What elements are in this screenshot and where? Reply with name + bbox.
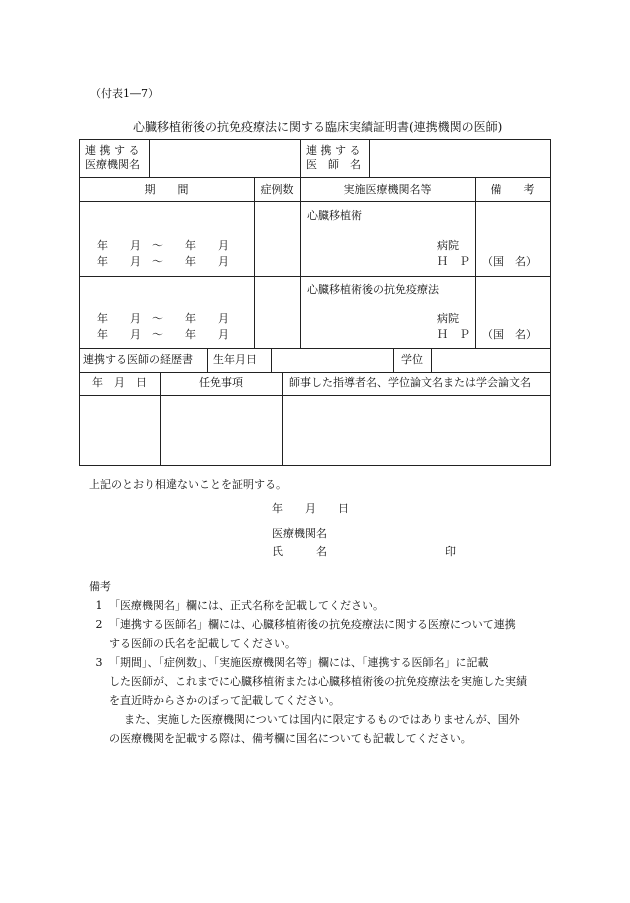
institution-label-line2: 医療機関名 (85, 158, 140, 171)
country-label: （国 名） (482, 328, 537, 341)
birth-date-field[interactable] (272, 349, 392, 371)
note-number: 2 (95, 618, 103, 631)
certificate-form (79, 139, 551, 466)
mentor-header: 師事した指導者名、学位論文名または学会論文名 (289, 376, 531, 389)
hospital-label: 病院 (437, 312, 459, 325)
cases-header: 症例数 (260, 183, 294, 196)
remarks-header: 備 考 (490, 183, 535, 196)
note-line: 「連携する医師名」欄には、心臓移植術後の抗免疫療法に関する医療について連携 (109, 618, 516, 631)
doctor-name-field[interactable] (371, 140, 549, 176)
institution-label (85, 144, 140, 172)
cases-field[interactable] (255, 202, 299, 275)
certification-date: 年 月 日 (272, 502, 349, 515)
certifier-name-label: 氏 名 (272, 545, 327, 558)
note-line: 「期間」、「症例数」、「実施医療機関名等」欄には、「連携する医師名」に記載 (109, 656, 489, 669)
seal-mark: 印 (445, 545, 456, 558)
note-item (89, 596, 559, 615)
institution-label-line1: 連 携 す る (85, 144, 140, 157)
doctor-label (306, 144, 361, 172)
note-line: した医師が、これまでに心臓移植術または心臓移植術後の抗免疫療法を実施した実績 (109, 675, 527, 688)
note-item (89, 653, 559, 710)
period-line-2: 年 月 〜 年 月 (97, 255, 229, 268)
degree-label: 学位 (401, 353, 423, 366)
institution-name-field[interactable] (151, 140, 299, 176)
cases-field[interactable] (255, 277, 299, 347)
period-line-1: 年 月 〜 年 月 (97, 312, 229, 325)
doctor-label-line2: 医 師 名 (306, 158, 361, 171)
note-line: する医師の氏名を記載してください。 (109, 637, 296, 650)
hp-label: Ｈ Ｐ (437, 328, 470, 341)
period-header: 期 間 (144, 183, 189, 196)
birth-date-label: 生年月日 (213, 353, 257, 366)
country-label: （国 名） (482, 255, 537, 268)
certification-statement: 上記のとおり相違ないことを証明する。 (89, 478, 287, 491)
history-date-header: 年 月 日 (92, 376, 147, 389)
document-title: 心臓移植術後の抗免疫療法に関する臨床実績証明書(連携機関の医師) (133, 120, 503, 134)
annex-label: （付表1―7） (90, 87, 159, 100)
note-line: 「医療機関名」欄には、正式名称を記載してください。 (109, 599, 384, 612)
certifying-institution-label: 医療機関名 (272, 527, 327, 540)
note-extra-line: の医療機関を記載する際は、備考欄に国名についても記載してください。 (109, 732, 472, 745)
hospital-label: 病院 (437, 239, 459, 252)
history-date-field[interactable] (80, 396, 159, 464)
notes-heading: 備考 (89, 580, 111, 593)
degree-field[interactable] (432, 349, 549, 371)
note-extra-line: また、実施した医療機関については国内に限定するものではありませんが、国外 (124, 713, 520, 726)
note-number: 3 (95, 656, 103, 669)
hp-label: Ｈ Ｐ (437, 255, 470, 268)
appointment-field[interactable] (161, 396, 281, 464)
notes-section (89, 577, 559, 748)
surgery-type: 心臓移植術後の抗免疫療法 (307, 283, 439, 296)
facility-header: 実施医療機関名等 (343, 183, 432, 196)
career-label: 連携する医師の経歴書 (83, 353, 193, 366)
doctor-label-line1: 連 携 す る (306, 144, 361, 157)
surgery-type: 心臓移植術 (307, 209, 362, 222)
period-line-1: 年 月 〜 年 月 (97, 239, 229, 252)
period-line-2: 年 月 〜 年 月 (97, 328, 229, 341)
note-line: を直近時からさかのぼって記載してください。 (109, 694, 340, 707)
note-number: 1 (95, 599, 103, 612)
note-item (89, 615, 559, 653)
appointment-header: 任免事項 (199, 376, 243, 389)
mentor-field[interactable] (283, 396, 549, 464)
